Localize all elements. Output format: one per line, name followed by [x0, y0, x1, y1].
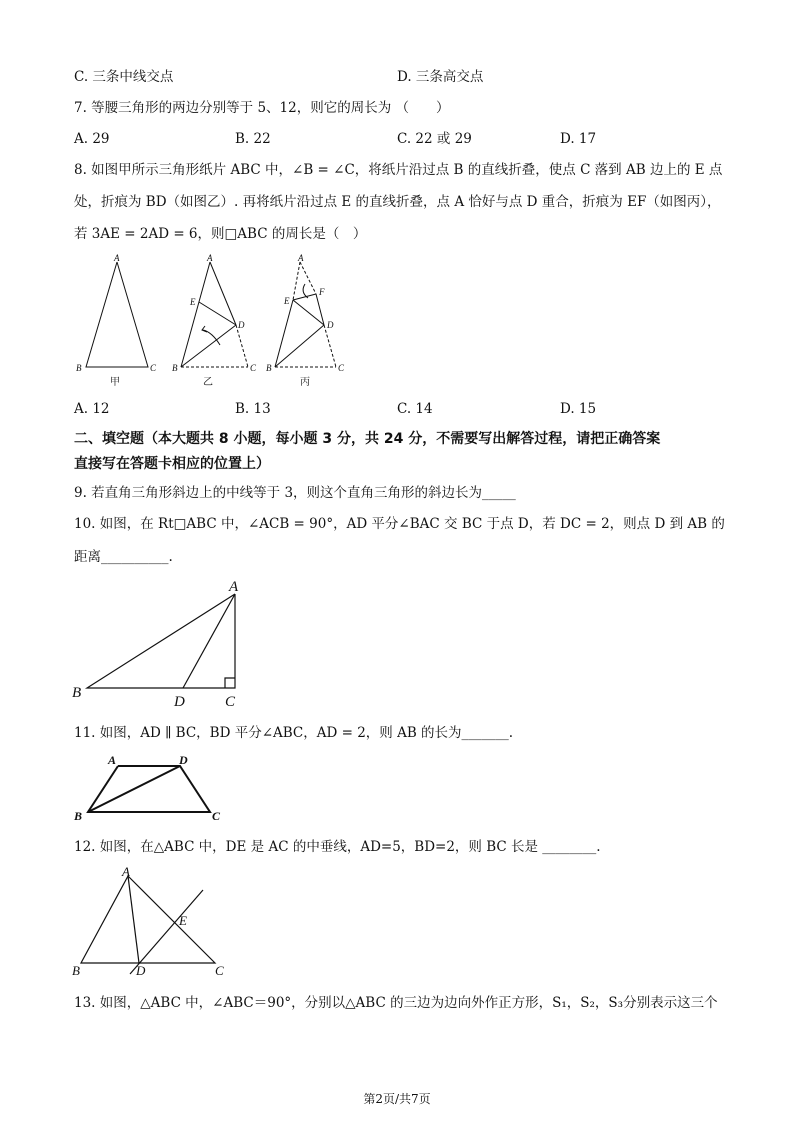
fig-yi-arrow [203, 330, 220, 345]
section2-heading-line2: 直接写在答题卡相应的位置上） [74, 456, 270, 472]
q10-figure [0, 575, 794, 715]
q10-label-c: C [225, 694, 236, 710]
q12-label-a: A [122, 864, 130, 879]
fig-jia-caption: 甲 [110, 377, 120, 388]
q8-option-a: A. 12 [74, 401, 110, 417]
q9-text: 9. 若直角三角形斜边上的中线等于 3，则这个直角三角形的斜边长为_____ [74, 485, 516, 501]
fig-bing-fold-bd [275, 325, 324, 367]
fig-bing-caption: 丙 [300, 377, 310, 388]
fig-yi-label-d: D [238, 320, 245, 330]
q13-text: 13. 如图，△ABC 中，∠ABC＝90°，分别以△ABC 的三边为边向外作正方形，S₁，S₂，S₃分别表示这三个 [74, 995, 718, 1011]
q11-text: 11. 如图，AD ∥ BC，BD 平分∠ABC，AD = 2，则 AB 的长为_______. [74, 725, 514, 741]
fig-yi-label-c: C [250, 363, 257, 373]
fig-yi-label-b: B [172, 363, 178, 373]
q11-label-c: C [212, 809, 221, 823]
q10-right-angle-mark [225, 678, 235, 688]
q10-bisector-ad [183, 594, 235, 688]
fig-yi-dashed-dc [236, 325, 248, 367]
q7-option-b: B. 22 [235, 131, 271, 147]
q8-option-d: D. 15 [560, 401, 597, 417]
q8-line1: 8. 如图甲所示三角形纸片 ABC 中，∠B = ∠C，将纸片沿过点 B 的直线折叠，使点 C 落到 AB 边上的 E 点 [74, 162, 723, 178]
fig-bing-side-fd [316, 294, 324, 325]
fig-bing-label-f: F [319, 287, 325, 297]
q7-option-c: C. 22 或 29 [397, 131, 472, 147]
fig-bing-side-eb [275, 300, 293, 367]
q11-figure [0, 750, 794, 823]
section2-heading-line1: 二、填空题（本大题共 8 小题，每小题 3 分，共 24 分，不需要写出解答过程，请把正确答案 [74, 431, 661, 447]
fig-yi-side-ad [210, 262, 236, 325]
fig-jia-label-a: A [114, 253, 120, 263]
fig-bing-label-b: B [266, 363, 272, 373]
q10-line1: 10. 如图，在 Rt□ABC 中，∠ACB = 90°，AD 平分∠BAC 交 BC 于点 D，若 DC = 2，则点 D 到 AB 的 [74, 516, 725, 532]
fig-bing-segment-ed [293, 300, 324, 325]
q8-figures [0, 250, 794, 390]
q12-label-c: C [215, 963, 224, 978]
q8-line3: 若 3AE = 2AD = 6，则□ABC 的周长是（ ） [74, 226, 367, 242]
q12-text: 12. 如图，在△ABC 中，DE 是 AC 的中垂线，AD=5，BD=2，则 BC 长是 ________. [74, 839, 601, 855]
q11-diagonal-bd [88, 766, 180, 812]
q7-option-d: D. 17 [560, 131, 597, 147]
fig-bing-dashed-dc [324, 325, 336, 367]
q11-trapezoid [88, 766, 210, 812]
q7-option-a: A. 29 [74, 131, 110, 147]
q12-label-b: B [72, 963, 80, 978]
fig-jia-label-c: C [150, 363, 157, 373]
fig-bing-label-a: A [298, 253, 304, 263]
fig-yi-label-a: A [207, 253, 213, 263]
fig-yi-caption: 乙 [203, 377, 213, 388]
fig-bing-label-d: D [327, 320, 334, 330]
q12-perpendicular-bisector [130, 890, 203, 974]
q12-label-d: D [136, 963, 146, 978]
q10-line2: 距离__________. [74, 549, 173, 565]
q12-figure [0, 862, 794, 982]
q7-stem: 7. 等腰三角形的两边分别等于 5、12，则它的周长为 （ ） [74, 100, 450, 116]
q10-triangle [87, 594, 235, 688]
q6-option-d: D. 三条高交点 [397, 69, 484, 85]
fig-bing-label-c: C [338, 363, 345, 373]
fig-bing-label-e: E [284, 296, 290, 306]
q12-label-e: E [179, 913, 187, 928]
q10-label-d: D [174, 694, 185, 710]
q12-segment-ad [128, 876, 139, 963]
q6-option-c: C. 三条中线交点 [74, 69, 174, 85]
fig-yi-fold-bd [181, 325, 236, 367]
fig-yi-segment-ed [199, 302, 236, 325]
q10-label-b: B [72, 685, 82, 701]
q11-label-b: B [74, 809, 83, 823]
q11-label-a: A [108, 753, 117, 767]
q10-label-a: A [229, 579, 239, 595]
q12-triangle [81, 876, 215, 963]
fig-yi-label-e: E [190, 297, 196, 307]
fig-bing-dashed-af [300, 262, 316, 294]
q11-label-d: D [179, 753, 188, 767]
page-number: 第2页/共7页 [363, 1092, 431, 1106]
q8-line2: 处，折痕为 BD（如图乙）. 再将纸片沿过点 E 的直线折叠，点 A 恰好与点 D 重合，折痕为 EF（如图丙）， [74, 194, 721, 210]
q8-option-c: C. 14 [397, 401, 433, 417]
q8-option-b: B. 13 [235, 401, 271, 417]
fig-jia-label-b: B [76, 363, 82, 373]
fig-yi-side-ab [181, 262, 210, 367]
fig-jia-triangle [86, 262, 148, 367]
fig-bing-dashed-ae [293, 262, 300, 300]
